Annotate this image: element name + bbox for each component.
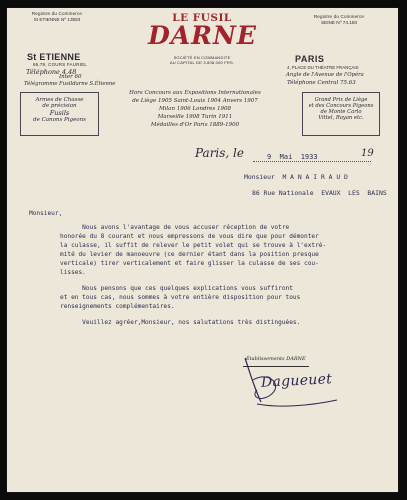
body-line: et en tous cas, nous sommes à votre entière disposition pour tous: [60, 294, 301, 301]
awards-line: de Liège 1905 Saint-Louis 1904 Anvers 1907: [132, 98, 258, 104]
body-line: la culasse, il suffit de relever le petit volet qui se trouve à l'extré-: [60, 242, 327, 249]
letter-paragraph-1: [60, 223, 326, 277]
body-line: renseignements complémentaires.: [60, 303, 175, 310]
awards-line: Hors Concours aux Expositions Internationales: [129, 90, 261, 96]
letter-salutation: Monsieur,: [29, 210, 63, 217]
brand-logo: DARNE: [148, 21, 257, 50]
awards-line: Marseille 1908 Turin 1911: [157, 114, 233, 120]
company-status: SOCIÉTÉ EN COMMANDITE: [173, 55, 231, 60]
body-line: mité du levier de manoeuvre (ce dernier étant dans la position presque: [60, 251, 319, 258]
box-left-line: Armes de Chasse: [35, 97, 84, 103]
right-address: 4, PLACE DU THÉATRE FRANÇAIS: [287, 65, 359, 70]
left-telephone-inter: Inter 60: [59, 74, 82, 80]
box-left-line: de Canons Pigeons: [33, 117, 86, 123]
awards-block: [105, 89, 285, 129]
left-telephone: Téléphone 4.48: [26, 68, 77, 76]
awards-line: Milan 1906 Londres 1908: [159, 106, 231, 112]
specialties-box-left: [20, 92, 99, 136]
date-city: Paris, le: [195, 146, 244, 160]
recipient-name: Monsieur M A N A I R A U D: [244, 173, 348, 181]
body-line: honorée du 8 courant et nous empressons de vous dire que pour démonter: [60, 233, 319, 240]
stamp-text: Établissements DARNE: [246, 356, 306, 362]
body-line: Nous pensons que ces quelques explications vous suffiront: [60, 285, 293, 292]
signature-name: Dagueuet: [260, 371, 333, 391]
left-address: 65,79, COURS FAURIEL: [32, 62, 88, 67]
left-registre-no: St ETIENNE Nº 13583: [33, 17, 81, 22]
left-city: St ETIENNE: [27, 52, 81, 62]
right-angle: Angle de l'Avenue de l'Opéra: [286, 72, 364, 78]
right-telephone: Téléphone Central 75.63: [287, 80, 356, 86]
right-registre-label: Registre du Commerce: [313, 14, 365, 19]
date-value: 9 Mai 1933: [267, 153, 318, 161]
company-capital: AU CAPITAL DE 3.808.000 FRS.: [169, 60, 235, 65]
date-year-prefix: 19: [361, 148, 374, 159]
right-registre-no: SEINE Nº 74.183: [320, 20, 358, 25]
letter-page: [7, 8, 398, 492]
body-line: lisses.: [60, 269, 86, 276]
specialties-box-right: [302, 92, 380, 136]
letter-closing: Veuillez agréer,Monsieur, nos salutations très distinguées.: [60, 319, 301, 326]
awards-line: Médailles d'Or Paris 1889-1900: [150, 122, 240, 128]
body-line: Nous avons l'avantage de vous accuser réception de votre: [60, 224, 290, 231]
box-left-line: Fusils: [49, 109, 70, 117]
box-right-line: Grand Prix de Liège: [314, 97, 368, 103]
box-right-line: et des Concours Pigeons: [308, 103, 374, 109]
left-telegram: Télégramme Fusildarne S.Étienne: [24, 81, 116, 87]
body-line: verticale) tirer verticalement et faire glisser la culasse de ses cou-: [60, 260, 319, 267]
recipient-address: 86 Rue Nationale EVAUX LES BAINS: [252, 189, 387, 197]
right-city: PARIS: [295, 54, 325, 64]
brand-top: LE FUSIL: [172, 12, 232, 24]
letter-paragraph-2: [60, 284, 300, 311]
left-registre-label: Registre du Commerce: [31, 11, 83, 16]
box-right-line: Vittel, Royan etc.: [318, 115, 364, 121]
box-right-line: de Monte Carlo: [320, 109, 362, 115]
box-left-line: de précision: [42, 103, 77, 109]
